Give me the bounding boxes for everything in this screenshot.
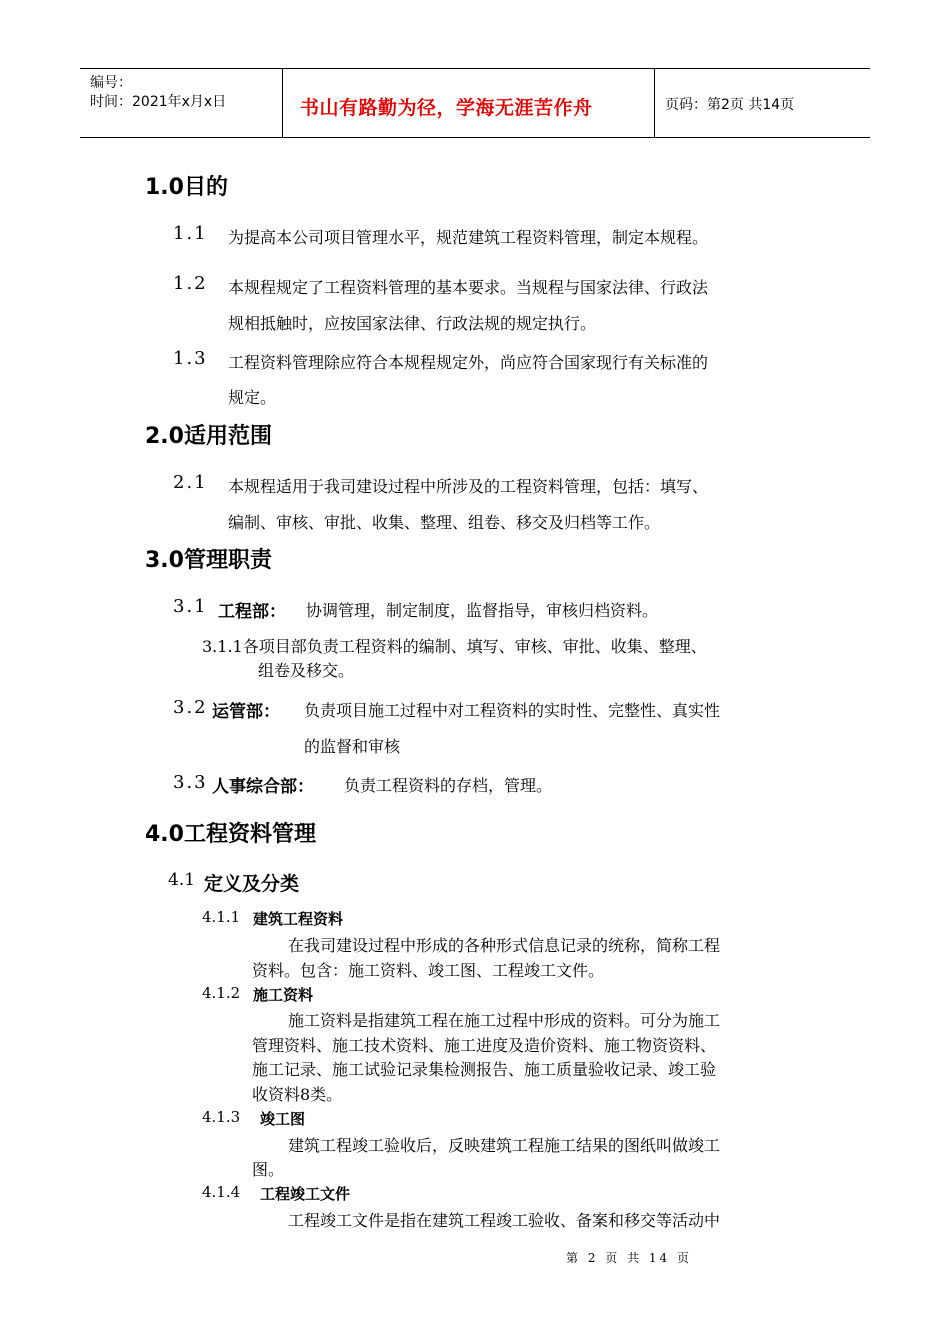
item-title: 竣工图 <box>260 1110 306 1128</box>
clause-number: 1.2 <box>173 273 208 294</box>
header-motto: 书山有路勤为径，学海无涯苦作舟 <box>300 97 593 119</box>
clause-text: 规定。 <box>228 388 277 407</box>
clause-number: 1.1 <box>173 223 208 244</box>
section-title-1: 1.0目的 <box>145 175 228 200</box>
item-text: 资料。包含：施工资料、竣工图、工程竣工文件。 <box>252 961 605 980</box>
clause-text: 的监督和审核 <box>304 737 401 756</box>
item-text: 收资料8类。 <box>252 1085 343 1104</box>
clause-number: 2.1 <box>173 472 208 493</box>
doc-code-label: 编号： <box>90 75 132 91</box>
clause-number: 3.2 <box>173 697 208 718</box>
section-title-3: 3.0管理职责 <box>145 548 272 573</box>
clause-heading: 人事综合部： <box>212 777 314 797</box>
clause-text: 负责项目施工过程中对工程资料的实时性、完整性、真实性 <box>304 701 721 720</box>
item-number: 4.1.1 <box>202 908 241 926</box>
item-title: 建筑工程资料 <box>253 910 344 928</box>
item-text: 工程竣工文件是指在建筑工程竣工验收、备案和移交等活动中 <box>288 1211 721 1230</box>
document-header <box>80 68 870 138</box>
clause-heading: 运管部： <box>212 702 280 722</box>
clause-text: 组卷及移交。 <box>258 661 355 680</box>
clause-text: 本规程规定了工程资料管理的基本要求。当规程与国家法律、行政法 <box>228 278 709 297</box>
clause-number: 3.3 <box>173 772 208 793</box>
item-number: 4.1.4 <box>202 1183 241 1201</box>
page-footer: 第 2 页 共 14 页 <box>566 1251 692 1265</box>
item-title: 施工资料 <box>253 986 314 1004</box>
item-text: 施工记录、施工试验记录集检测报告、施工质量验收记录、竣工验 <box>252 1060 717 1079</box>
clause-number: 1.3 <box>173 348 208 369</box>
item-text: 图。 <box>252 1160 285 1179</box>
section-title-2: 2.0适用范围 <box>145 424 272 449</box>
clause-text: 为提高本公司项目管理水平，规范建筑工程资料管理，制定本规程。 <box>228 228 709 247</box>
doc-time-label: 时间：2021年x月x日 <box>90 94 227 110</box>
subsection-number: 4.1 <box>168 870 196 890</box>
item-text: 施工资料是指建筑工程在施工过程中形成的资料。可分为施工 <box>288 1011 721 1030</box>
clause-text: 编制、审核、审批、收集、整理、组卷、移交及归档等工作。 <box>228 513 661 532</box>
clause-text: 工程资料管理除应符合本规程规定外，尚应符合国家现行有关标准的 <box>228 353 709 372</box>
item-number: 4.1.3 <box>202 1108 241 1126</box>
clause-text: 规相抵触时，应按国家法律、行政法规的规定执行。 <box>228 314 597 333</box>
section-title-4: 4.0工程资料管理 <box>145 822 316 847</box>
clause-text: 本规程适用于我司建设过程中所涉及的工程资料管理，包括：填写、 <box>228 477 709 496</box>
item-title: 工程竣工文件 <box>260 1185 351 1203</box>
subsection-title: 定义及分类 <box>204 873 300 895</box>
item-text: 在我司建设过程中形成的各种形式信息记录的统称，简称工程 <box>288 936 721 955</box>
clause-text: 负责工程资料的存档，管理。 <box>344 776 553 795</box>
item-number: 4.1.2 <box>202 984 241 1002</box>
item-text: 管理资料、施工技术资料、施工进度及造价资料、施工物资资料、 <box>252 1036 717 1055</box>
header-divider <box>282 69 283 137</box>
clause-number: 3.1 <box>173 596 208 617</box>
item-text: 建筑工程竣工验收后，反映建筑工程施工结果的图纸叫做竣工 <box>288 1136 721 1155</box>
clause-text: 3.1.1各项目部负责工程资料的编制、填写、审核、审批、收集、整理、 <box>202 637 707 656</box>
header-divider <box>654 69 655 137</box>
clause-text: 协调管理，制定制度，监督指导，审核归档资料。 <box>306 601 659 620</box>
clause-heading: 工程部： <box>218 602 286 622</box>
header-page-label: 页码：第2页 共14页 <box>665 97 795 113</box>
